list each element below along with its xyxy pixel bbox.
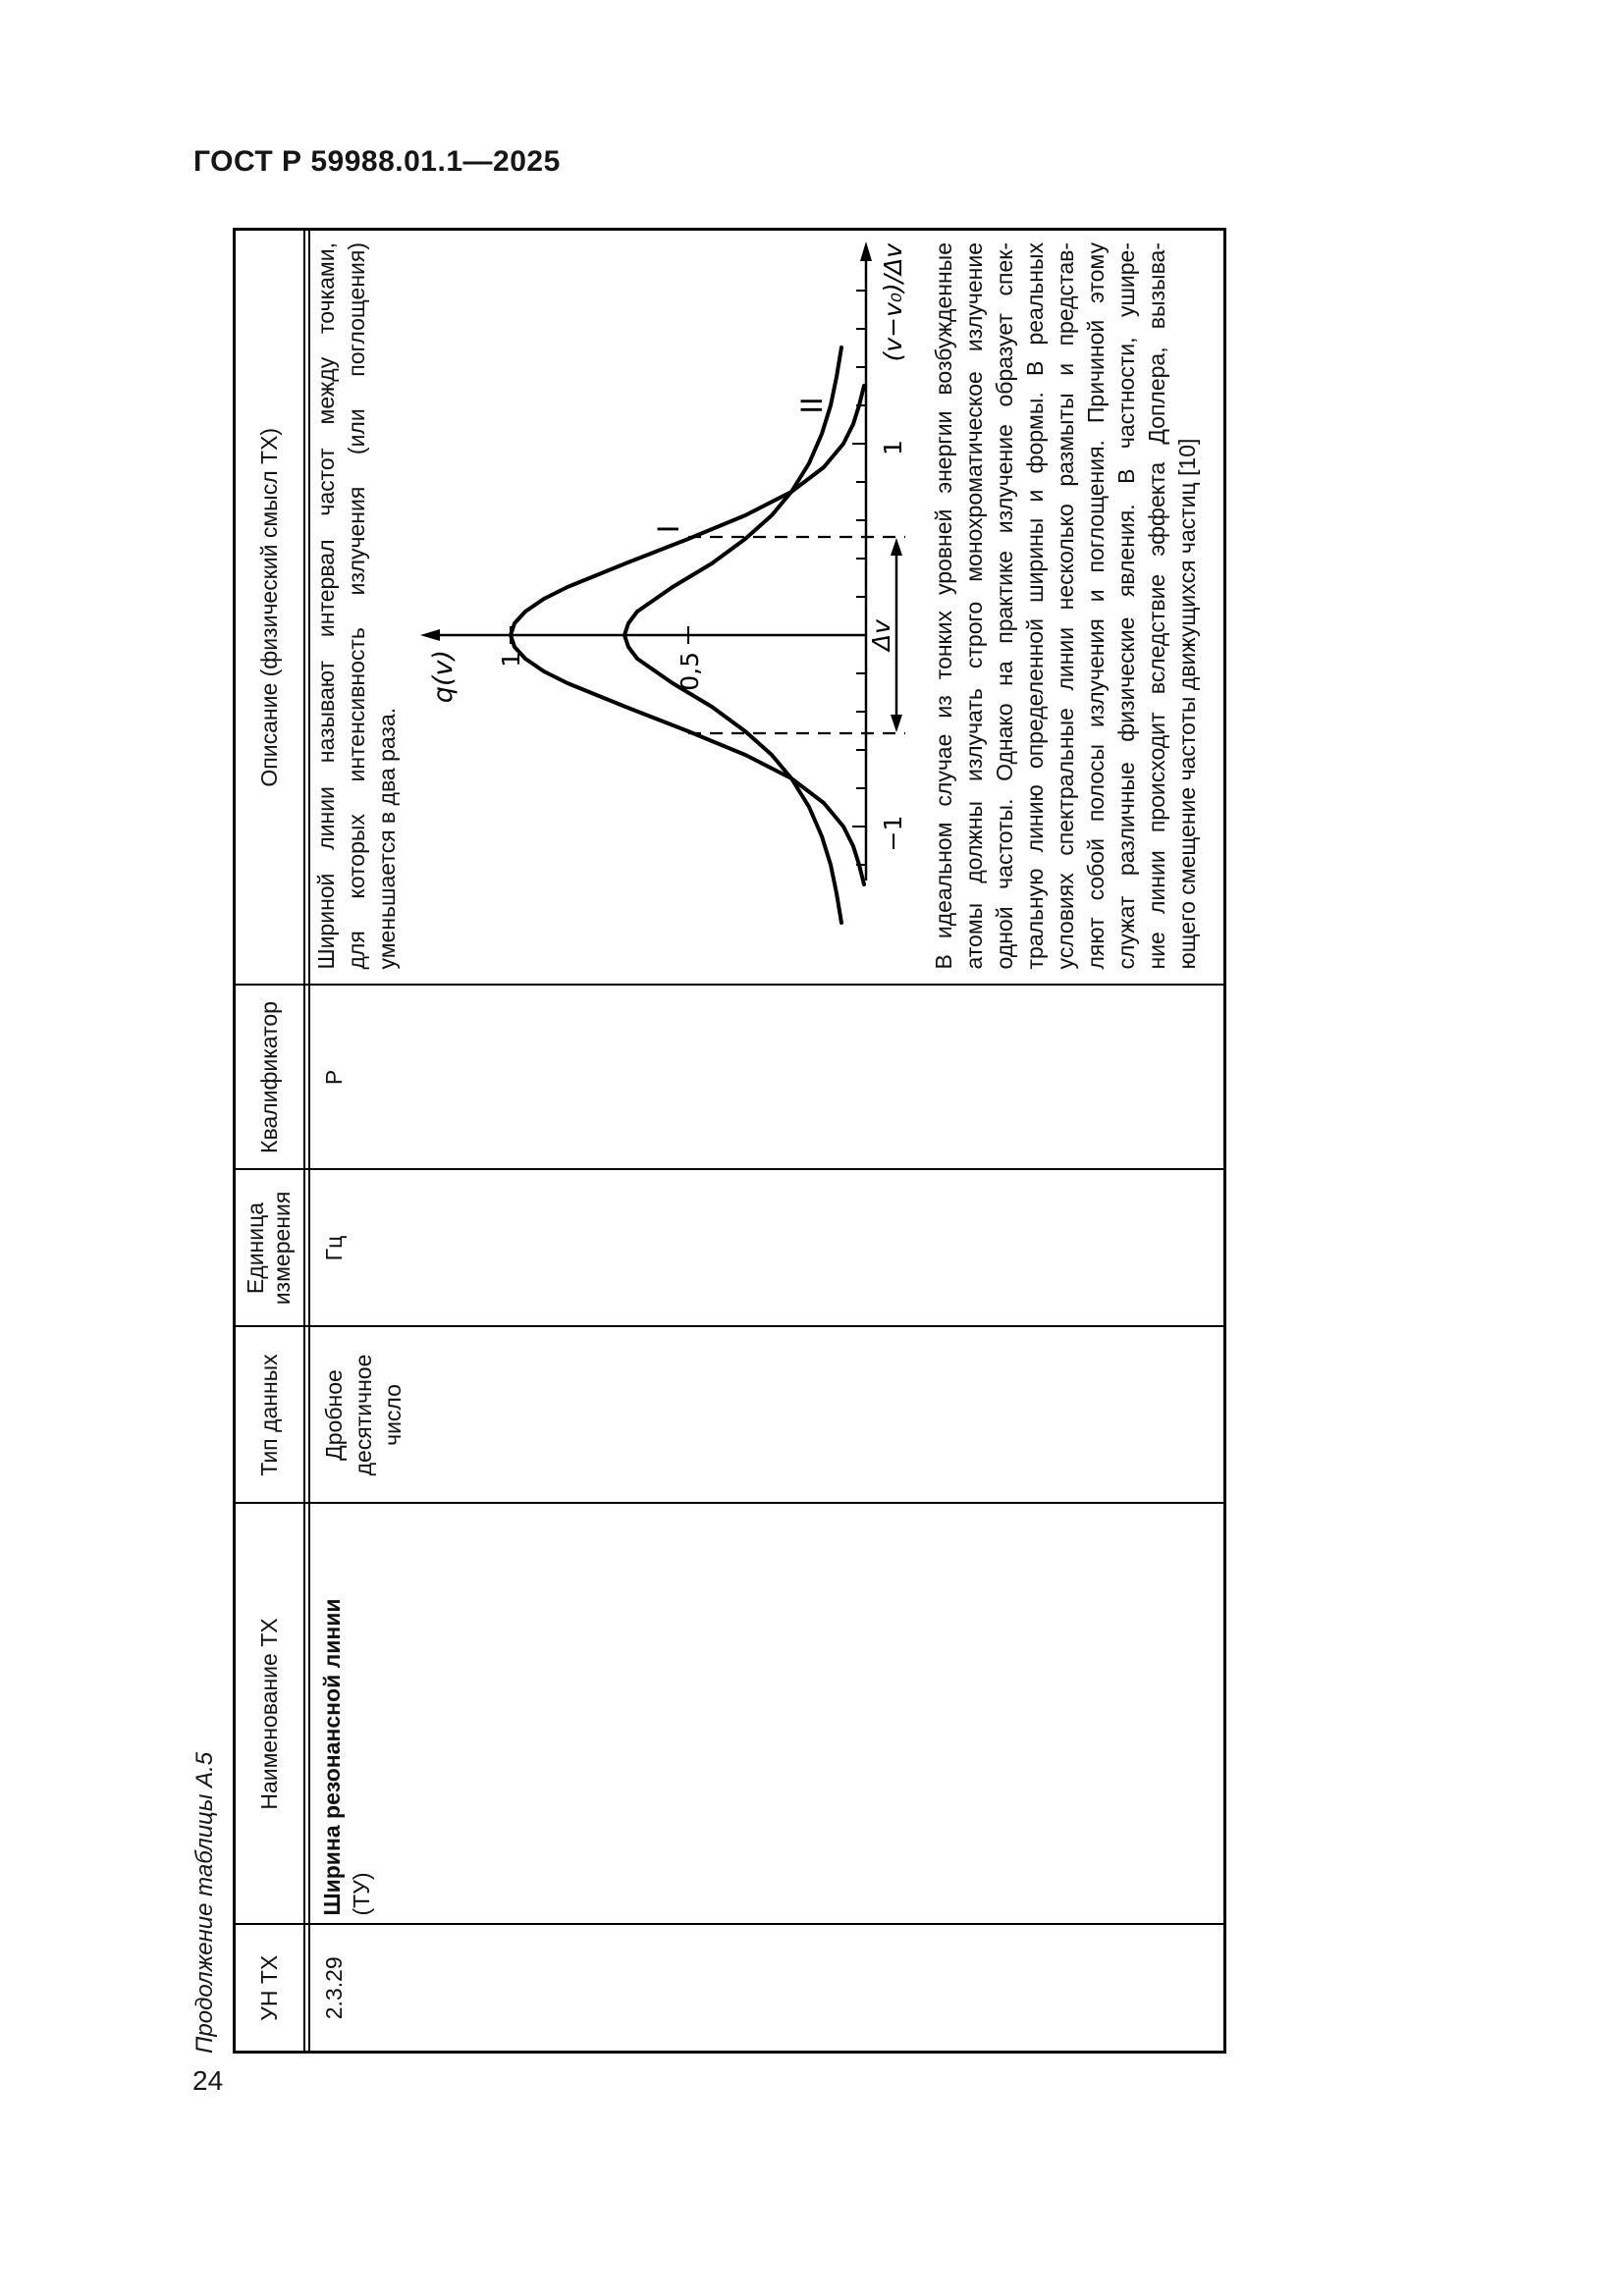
desc-line: для которых интенсивность излучения (или поглощения) (343, 242, 369, 970)
name-note-text: (ТУ) (348, 1872, 374, 1916)
desc-line: тральную линию определенной ширины и формы. В реальных (1021, 242, 1048, 970)
column-header-unit: Единица измерения (235, 1170, 304, 1327)
table-caption: Продолжение таблицы А.5 (191, 1751, 218, 2054)
column-header-qualifier: Квалификатор (235, 986, 304, 1170)
header-row (235, 230, 304, 2053)
description-paragraph-2 (929, 242, 1203, 970)
document-header: ГОСТ Р 59988.01.1—2025 (193, 145, 561, 178)
description-paragraph-1 (311, 242, 403, 970)
type-line: десятичное (350, 1354, 376, 1476)
x-axis-label: (v−v₀)/Δv (878, 243, 907, 362)
cell-description (304, 230, 1225, 986)
desc-line: ющего смещение частоты движущихся частиц [10] (1173, 438, 1200, 970)
y-tick-label-05: 0,5 (675, 652, 704, 692)
cell-un: 2.3.29 (304, 1925, 1225, 2053)
x-axis-minor-ticks (856, 292, 866, 866)
column-header-description: Описание (физический смысл ТХ) (235, 230, 304, 986)
table-row (304, 230, 1225, 2053)
desc-line: ляют собой полосы излучения и поглощения. Причиной этому (1082, 242, 1109, 970)
data-table (233, 228, 1226, 2054)
landscape-content (191, 231, 1225, 2054)
line-width-figure (412, 229, 923, 985)
y-axis-label: q(v) (427, 650, 459, 704)
column-header-type: Тип данных (235, 1327, 304, 1504)
desc-line: уменьшается в два раза. (373, 707, 400, 970)
desc-line: В идеальном случае из тонких уровней энергии возбужденные (930, 242, 956, 970)
type-line: число (379, 1384, 406, 1446)
desc-line: ние линии происходит вследствие эффекта Доплера, вызыва- (1143, 242, 1169, 970)
desc-line: атомы должны излучать строго монохроматическое излучение (960, 242, 987, 970)
cell-name (304, 1504, 1225, 1925)
y-axis-arrowhead-icon (420, 630, 440, 642)
fwhm-label: Δv (866, 619, 895, 652)
type-line: Дробное (320, 1369, 347, 1461)
cell-unit: Гц (304, 1170, 1225, 1327)
desc-line: служат различные физические явления. В частности, ушире- (1112, 242, 1139, 970)
name-bold-text: Ширина резонансной линии (318, 1598, 345, 1916)
column-header-un: УН ТХ (235, 1925, 304, 2053)
desc-line: условиях спектральные линии несколько размыты и представ- (1052, 242, 1078, 970)
page-number: 24 (192, 2065, 224, 2096)
desc-line: Шириной линии называют интервал частот между точками, (312, 242, 339, 970)
x-tick-label-minus1: −1 (878, 816, 907, 852)
column-header-name: Наименование ТХ (235, 1504, 304, 1925)
y-tick-label-1: 1 (496, 652, 525, 668)
cell-qualifier: Р (304, 986, 1225, 1170)
cell-type (304, 1327, 1225, 1504)
desc-line: одной частоты. Однако на практике излучение образует спек- (991, 242, 1017, 970)
curve-I-label: I (651, 525, 685, 534)
rotated-table-region (191, 231, 1225, 2054)
x-axis-arrowhead-icon (860, 242, 872, 262)
header-double-rule (308, 231, 310, 2054)
curve-II-label: II (794, 397, 829, 415)
x-tick-label-plus1: 1 (878, 440, 907, 456)
